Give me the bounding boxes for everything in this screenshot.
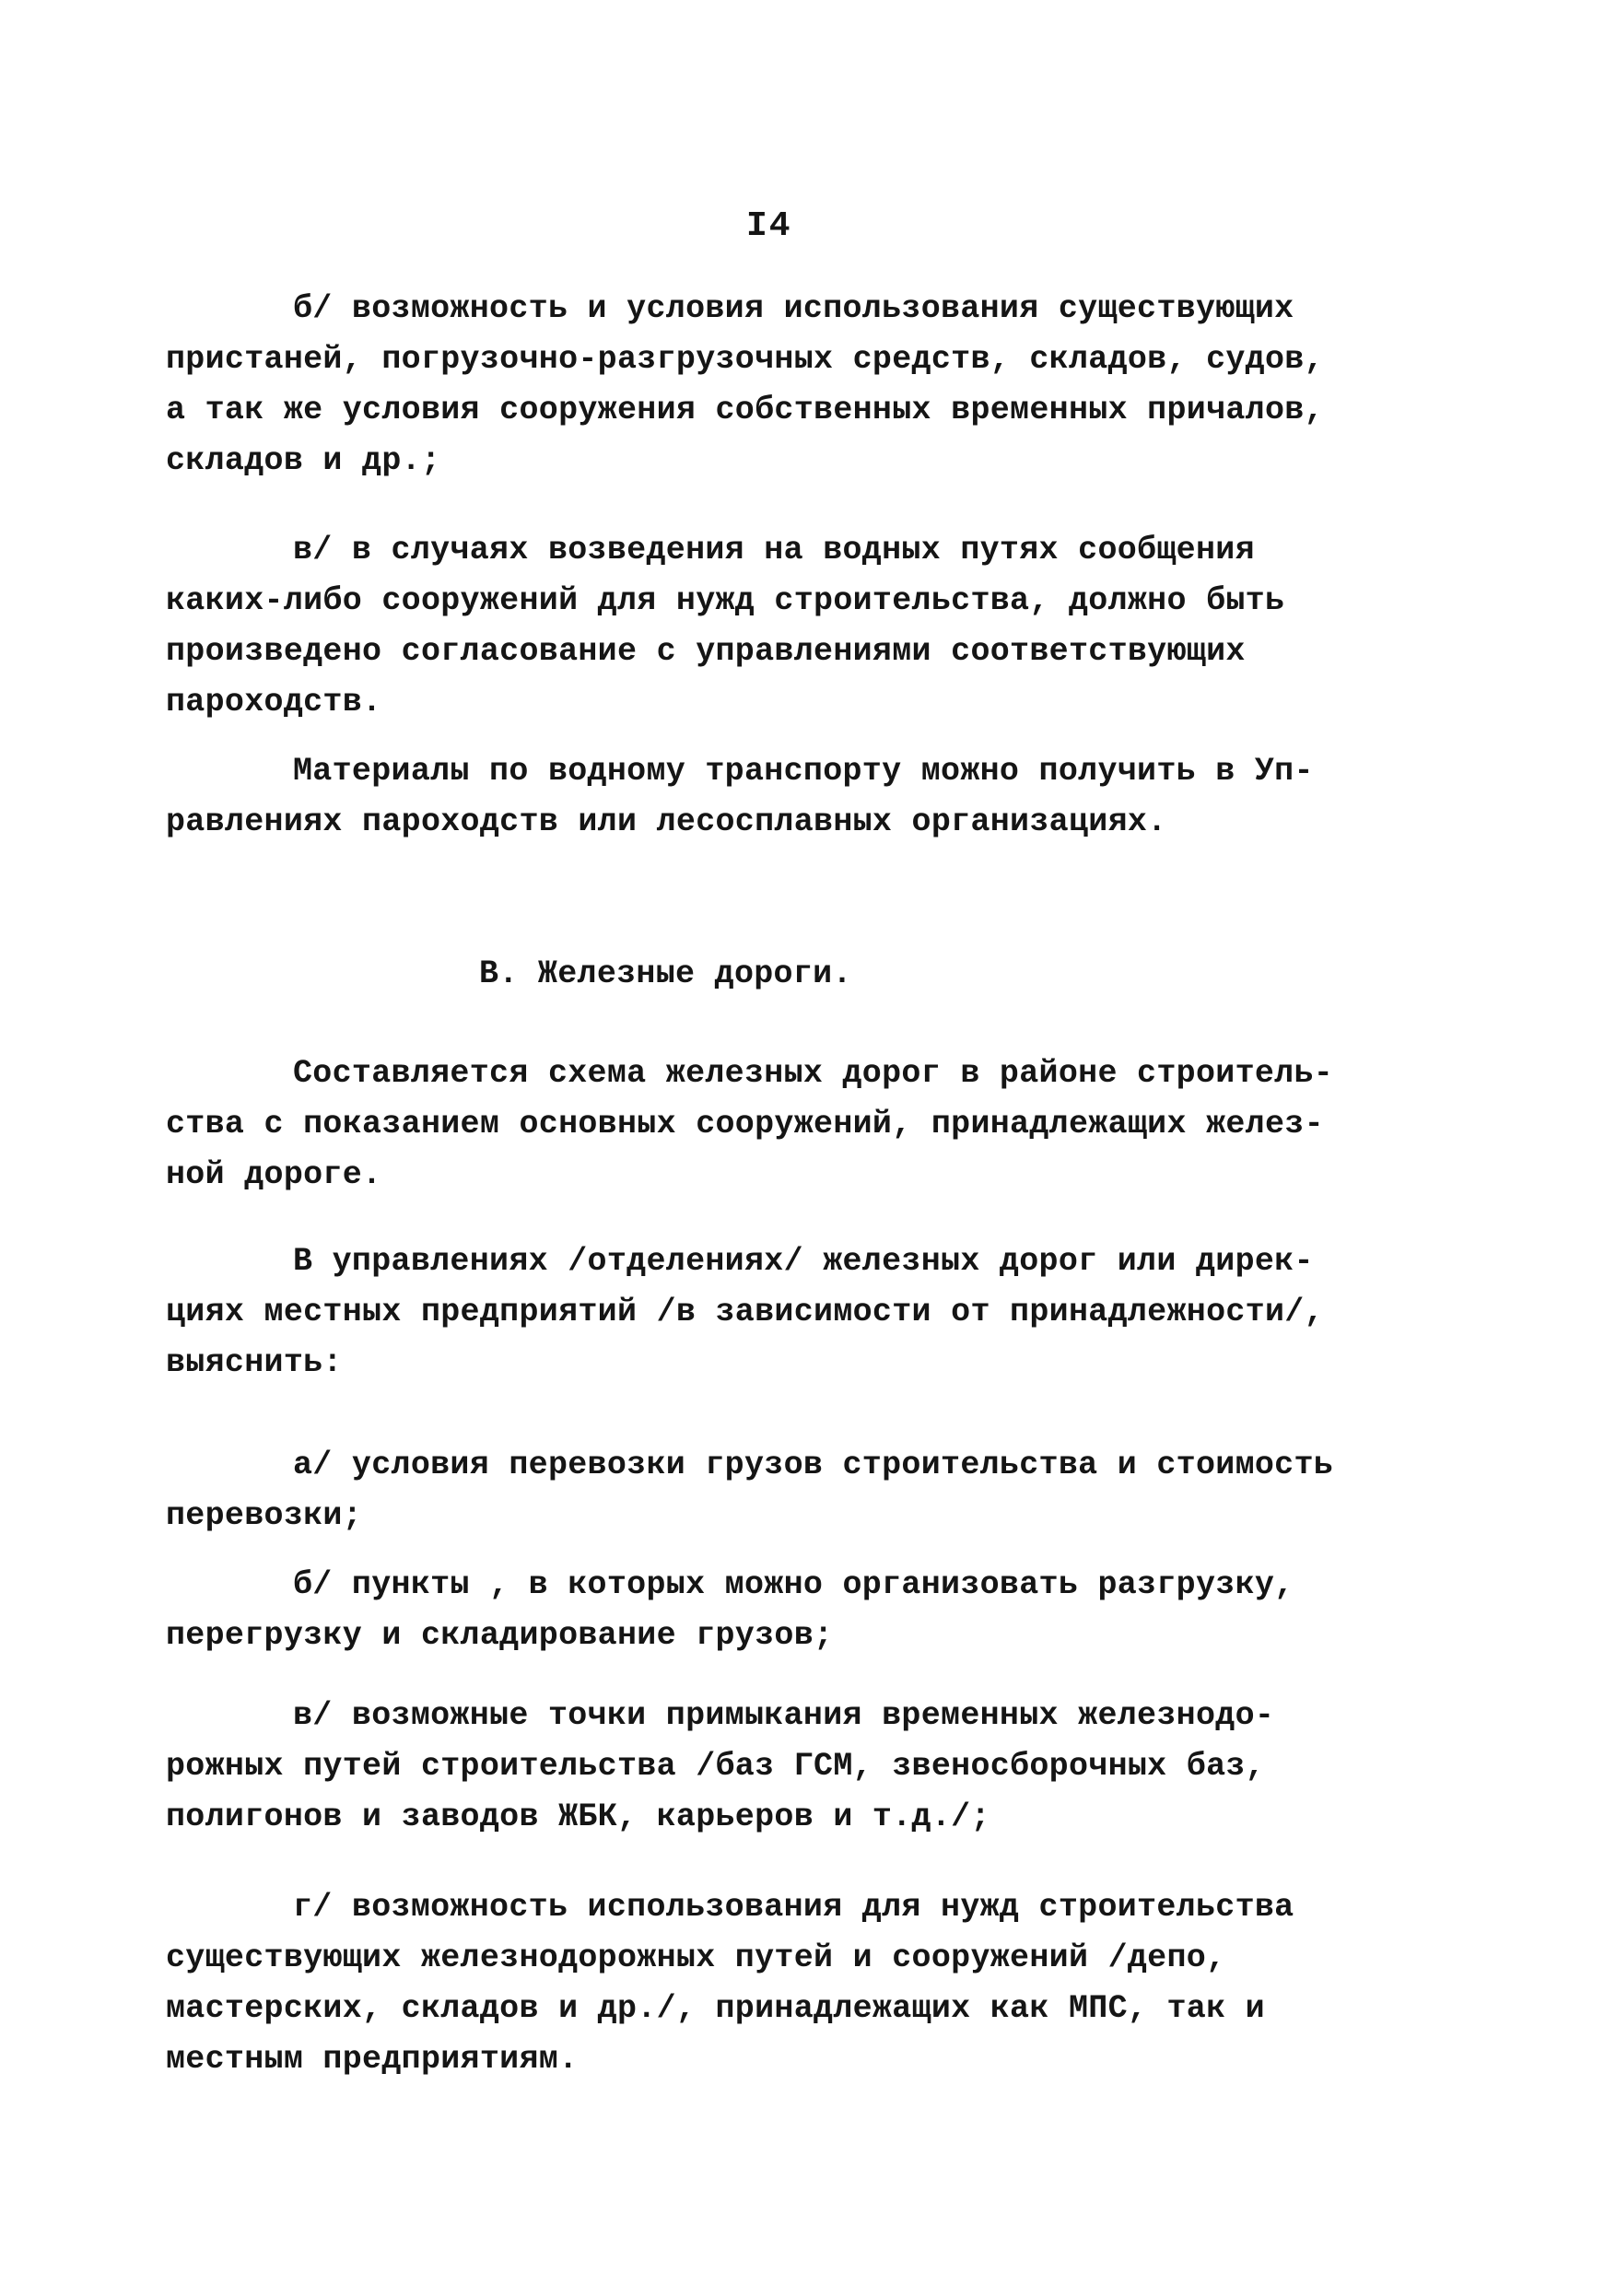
- text-line: каких-либо сооружений для нужд строительства, должно быть: [166, 582, 1285, 619]
- text-line: пристаней, погрузочно-разгрузочных средств, складов, судов,: [166, 341, 1324, 378]
- text-line: существующих железнодорожных путей и сооружений /депо,: [166, 1939, 1226, 1976]
- text-line: рожных путей строительства /баз ГСМ, звеносборочных баз,: [166, 1748, 1265, 1785]
- text-line: а/ условия перевозки грузов строительства и стоимость: [293, 1447, 1334, 1483]
- text-line: произведено согласование с управлениями соответствующих: [166, 633, 1246, 670]
- text-line: б/ пункты , в которых можно организовать разгрузку,: [293, 1566, 1294, 1603]
- text-line: складов и др.;: [166, 442, 441, 479]
- text-line: выяснить:: [166, 1344, 343, 1381]
- page-number: I4: [746, 206, 792, 246]
- text-line: перевозки;: [166, 1497, 363, 1534]
- text-line: в/ возможные точки примыкания временных железнодо-: [293, 1697, 1275, 1734]
- text-line: перегрузку и складирование грузов;: [166, 1617, 834, 1654]
- section-heading: В. Железные дороги.: [479, 955, 852, 992]
- text-line: ной дороге.: [166, 1156, 382, 1193]
- text-line: циях местных предприятий /в зависимости от принадлежности/,: [166, 1294, 1324, 1330]
- text-line: б/ возможность и условия использования существующих: [293, 290, 1294, 327]
- text-line: а так же условия сооружения собственных временных причалов,: [166, 392, 1324, 428]
- text-line: в/ в случаях возведения на водных путях сообщения: [293, 532, 1255, 568]
- text-line: ства с показанием основных сооружений, принадлежащих желез-: [166, 1106, 1324, 1142]
- text-line: В управлениях /отделениях/ железных дорог или дирек-: [293, 1243, 1314, 1280]
- text-line: полигонов и заводов ЖБК, карьеров и т.д./;: [166, 1798, 990, 1835]
- text-line: пароходств.: [166, 684, 382, 720]
- text-line: мастерских, складов и др./, принадлежащих как МПС, так и: [166, 1990, 1265, 2027]
- text-line: Материалы по водному транспорту можно получить в Уп-: [293, 753, 1314, 790]
- text-line: Составляется схема железных дорог в районе строитель-: [293, 1055, 1334, 1092]
- text-line: местным предприятиям.: [166, 2041, 579, 2078]
- text-line: равлениях пароходств или лесосплавных организациях.: [166, 803, 1167, 840]
- text-line: г/ возможность использования для нужд строительства: [293, 1889, 1294, 1926]
